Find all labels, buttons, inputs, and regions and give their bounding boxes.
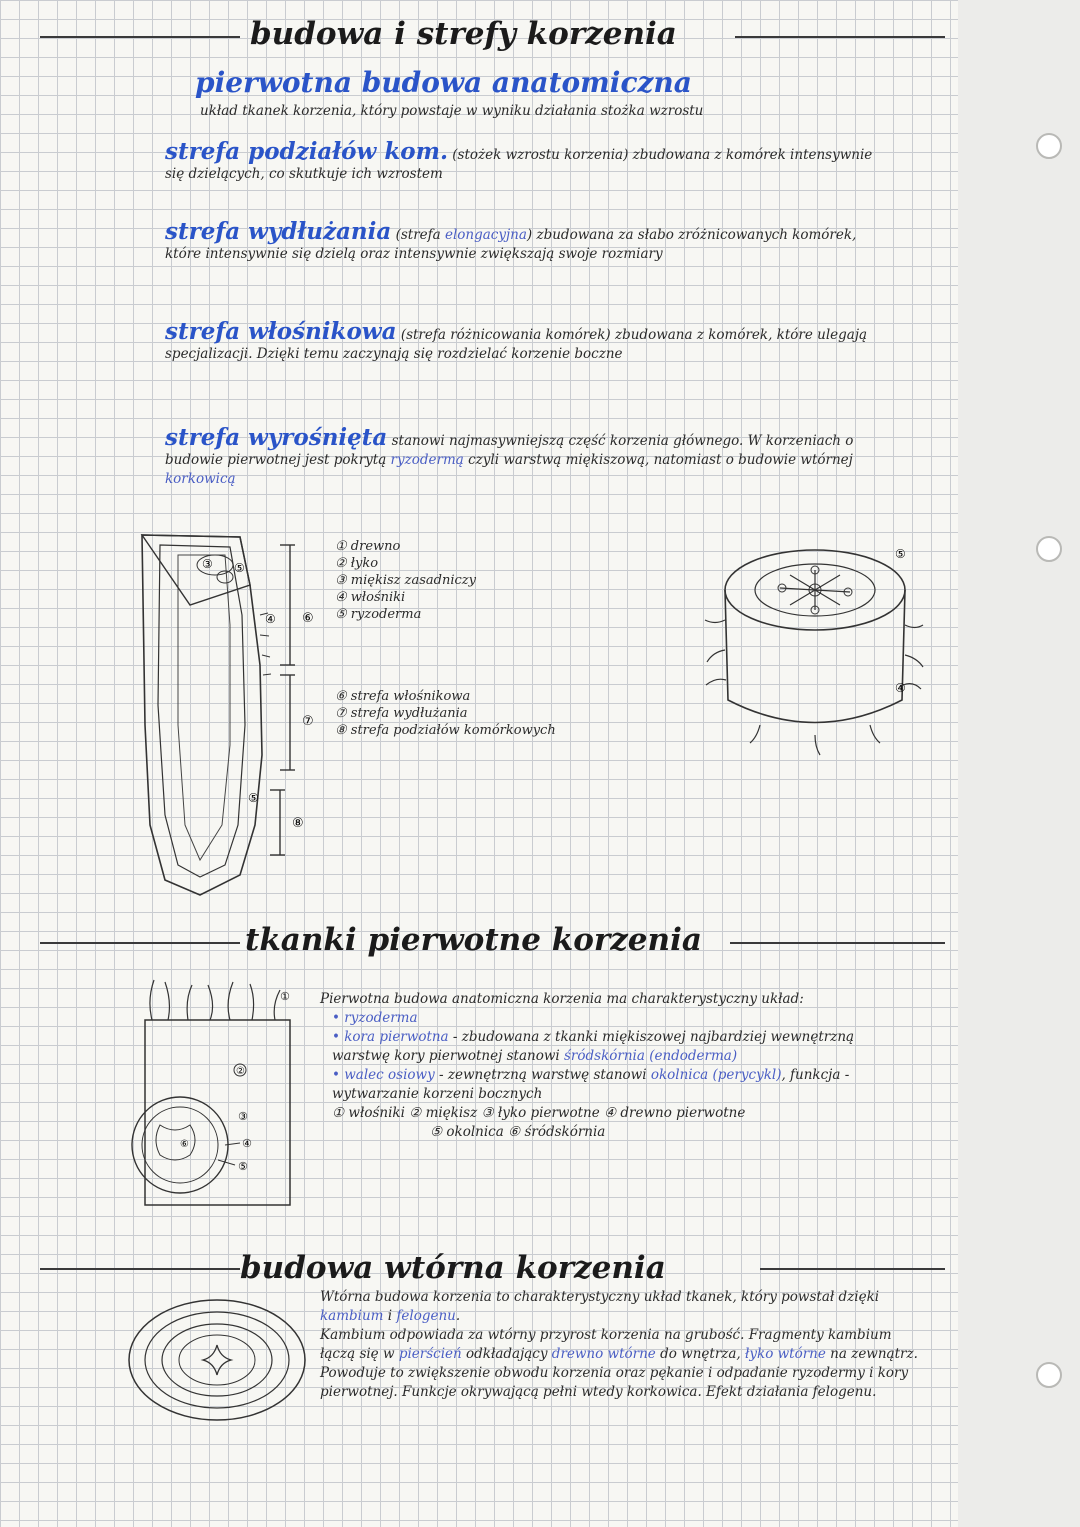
root-legend-zones	[335, 688, 556, 739]
root-cross-section-diagram	[700, 530, 930, 760]
legend-item: ② łyko	[335, 556, 379, 571]
tissues-divider-right	[730, 942, 945, 944]
tissues-cortex-term: • kora pierwotna	[332, 1029, 449, 1045]
tissues-pericycle-term: okolnica (perycykl)	[650, 1067, 782, 1083]
zone-elongation-title: strefa wydłużania	[165, 218, 392, 245]
legend-item: ⑧ strefa podziałów komórkowych	[335, 723, 556, 738]
legend-item: ⑦ strefa wydłużania	[335, 706, 468, 721]
zone-mature-text-b: czyli warstwą miękiszową, natomiast o budowie wtórnej	[463, 452, 853, 468]
diagram-label: ⑥	[302, 611, 314, 626]
tissues-bullet-ryzoderma: • ryzoderma	[332, 1010, 418, 1026]
tissues-text	[320, 990, 900, 1142]
secondary-title: budowa wtórna korzenia	[240, 1250, 666, 1286]
secondary-divider-right	[760, 1268, 945, 1270]
zone-division-title: strefa podziałów kom.	[165, 138, 448, 165]
tissues-stele-text: - zewnętrzną warstwę stanowi	[434, 1067, 651, 1083]
tissues-bullet-stele	[320, 1066, 900, 1104]
tissue-label: ①	[280, 990, 290, 1003]
legend-item: ③ miękisz zasadniczy	[335, 573, 477, 588]
zone-mature-highlight-2: korkowicą	[165, 471, 236, 487]
cross-label: ④	[895, 681, 906, 695]
secondary-text-part: na zewnątrz. Powoduje to zwiększenie obwodu korzenia oraz pękanie i odpadanie ryzodermy i kory pierwotnej. Funkcje okrywającą pełni wtedy korkowica. Efekt działania felogenu.	[320, 1346, 918, 1400]
term-secondary-phloem: łyko wtórne	[745, 1346, 826, 1362]
tissues-divider-left	[40, 942, 240, 944]
secondary-structure-diagram	[125, 1295, 315, 1425]
term-phellogen: felogenu	[396, 1308, 456, 1324]
zone-root-hair	[165, 318, 885, 364]
legend-item: ⑥ strefa włośnikowa	[335, 689, 471, 704]
tissues-legend-row: ⑤ okolnica ⑥ śródskórnia	[430, 1124, 606, 1140]
tissue-diagram	[140, 975, 320, 1215]
tissue-label: ③	[238, 1110, 248, 1123]
zone-root-hair-text: (strefa różnicowania komórek) zbudowana z komórek, które ulegają specjalizacji. Dzięki temu zaczynają się rozdzielać korzenie boczne	[165, 327, 868, 362]
diagram-label: ④	[265, 612, 276, 626]
term-ring: pierścień	[398, 1346, 462, 1362]
tissue-label: ⑤	[238, 1160, 248, 1173]
diagram-label: ③	[202, 557, 213, 571]
section-primary-structure: pierwotna budowa anatomiczna	[195, 66, 692, 99]
secondary-text-part: odkładający	[461, 1346, 552, 1362]
tissues-legend-row: ① włośniki ② miękisz ③ łyko pierwotne ④ drewno pierwotne	[332, 1105, 746, 1121]
root-legend-tissues	[335, 538, 476, 623]
legend-item: ① drewno	[335, 539, 401, 554]
binder-hole	[1036, 1362, 1062, 1388]
tissue-label: ⑥	[180, 1139, 189, 1150]
secondary-text-part: .	[455, 1308, 461, 1324]
zone-mature-text-a: stanowi najmasywniejszą część korzenia głównego. W korzeniach o budowie pierwotnej jest pokrytą	[165, 433, 854, 468]
zone-mature-highlight-1: ryzodermą	[390, 452, 464, 468]
zone-elongation	[165, 218, 885, 264]
term-cambium: kambium	[320, 1308, 384, 1324]
main-title: budowa i strefy korzenia	[250, 16, 677, 52]
secondary-text-part: i	[383, 1308, 397, 1324]
root-longitudinal-diagram	[130, 525, 330, 905]
binder-hole	[1036, 536, 1062, 562]
secondary-text-part: Kambium odpowiada za wtórny przyrost korzenia na grubość. Fragmenty kambium łączą się w	[320, 1327, 892, 1362]
cross-label: ⑤	[895, 547, 906, 561]
binder-hole	[1036, 133, 1062, 159]
tissue-label: ②	[236, 1066, 245, 1077]
zone-elongation-text-b: ) zbudowana za słabo zróżnicowanych komórek, które intensywnie się dzielą oraz intensywnie zwiększają swoje rozmiary	[165, 227, 857, 262]
diagram-label: ⑤	[234, 561, 245, 575]
diagram-label: ⑦	[302, 714, 314, 729]
tissues-cortex-text: - zbudowana z tkanki miękiszowej najbardziej wewnętrzną warstwę kory pierwotnej stanowi	[332, 1029, 855, 1064]
tissues-bullet-cortex	[320, 1028, 900, 1066]
tissues-intro: Pierwotna budowa anatomiczna korzenia ma charakterystyczny układ:	[320, 991, 804, 1007]
title-divider-right	[735, 36, 945, 38]
term-secondary-xylem: drewno wtórne	[551, 1346, 656, 1362]
legend-item: ④ włośniki	[335, 590, 406, 605]
zone-division-text: (stożek wzrostu korzenia) zbudowana z komórek intensywnie się dzielących, co skutkuje ich wzrostem	[165, 147, 873, 182]
intro-note: układ tkanek korzenia, który powstaje w wyniku działania stożka wzrostu	[200, 103, 704, 119]
secondary-text-part: do wnętrza,	[655, 1346, 746, 1362]
legend-item: ⑤ ryzoderma	[335, 607, 422, 622]
title-divider-left	[40, 36, 240, 38]
secondary-text-part: Wtórna budowa korzenia to charakterystyczny układ tkanek, który powstał dzięki	[320, 1289, 880, 1305]
tissues-stele-function: , funkcja - wytwarzanie korzeni bocznych	[332, 1067, 850, 1102]
secondary-divider-left	[40, 1268, 240, 1270]
zone-elongation-text-a: (strefa	[395, 227, 445, 243]
tissue-label: ④	[242, 1137, 252, 1150]
zone-mature	[165, 424, 885, 489]
diagram-label: ⑧	[292, 816, 304, 831]
tissues-title: tkanki pierwotne korzenia	[245, 922, 702, 958]
page-margin	[958, 0, 1080, 1527]
zone-elongation-highlight: elongacyjna	[444, 227, 527, 243]
secondary-text	[320, 1288, 920, 1402]
tissues-stele-term: • walec osiowy	[332, 1067, 435, 1083]
tissues-endoderm-term: śródskórnia (endoderma)	[564, 1048, 738, 1064]
zone-division	[165, 138, 885, 184]
diagram-label: ⑤	[248, 791, 259, 805]
zone-mature-title: strefa wyrośnięta	[165, 424, 388, 451]
zone-root-hair-title: strefa włośnikowa	[165, 318, 397, 345]
